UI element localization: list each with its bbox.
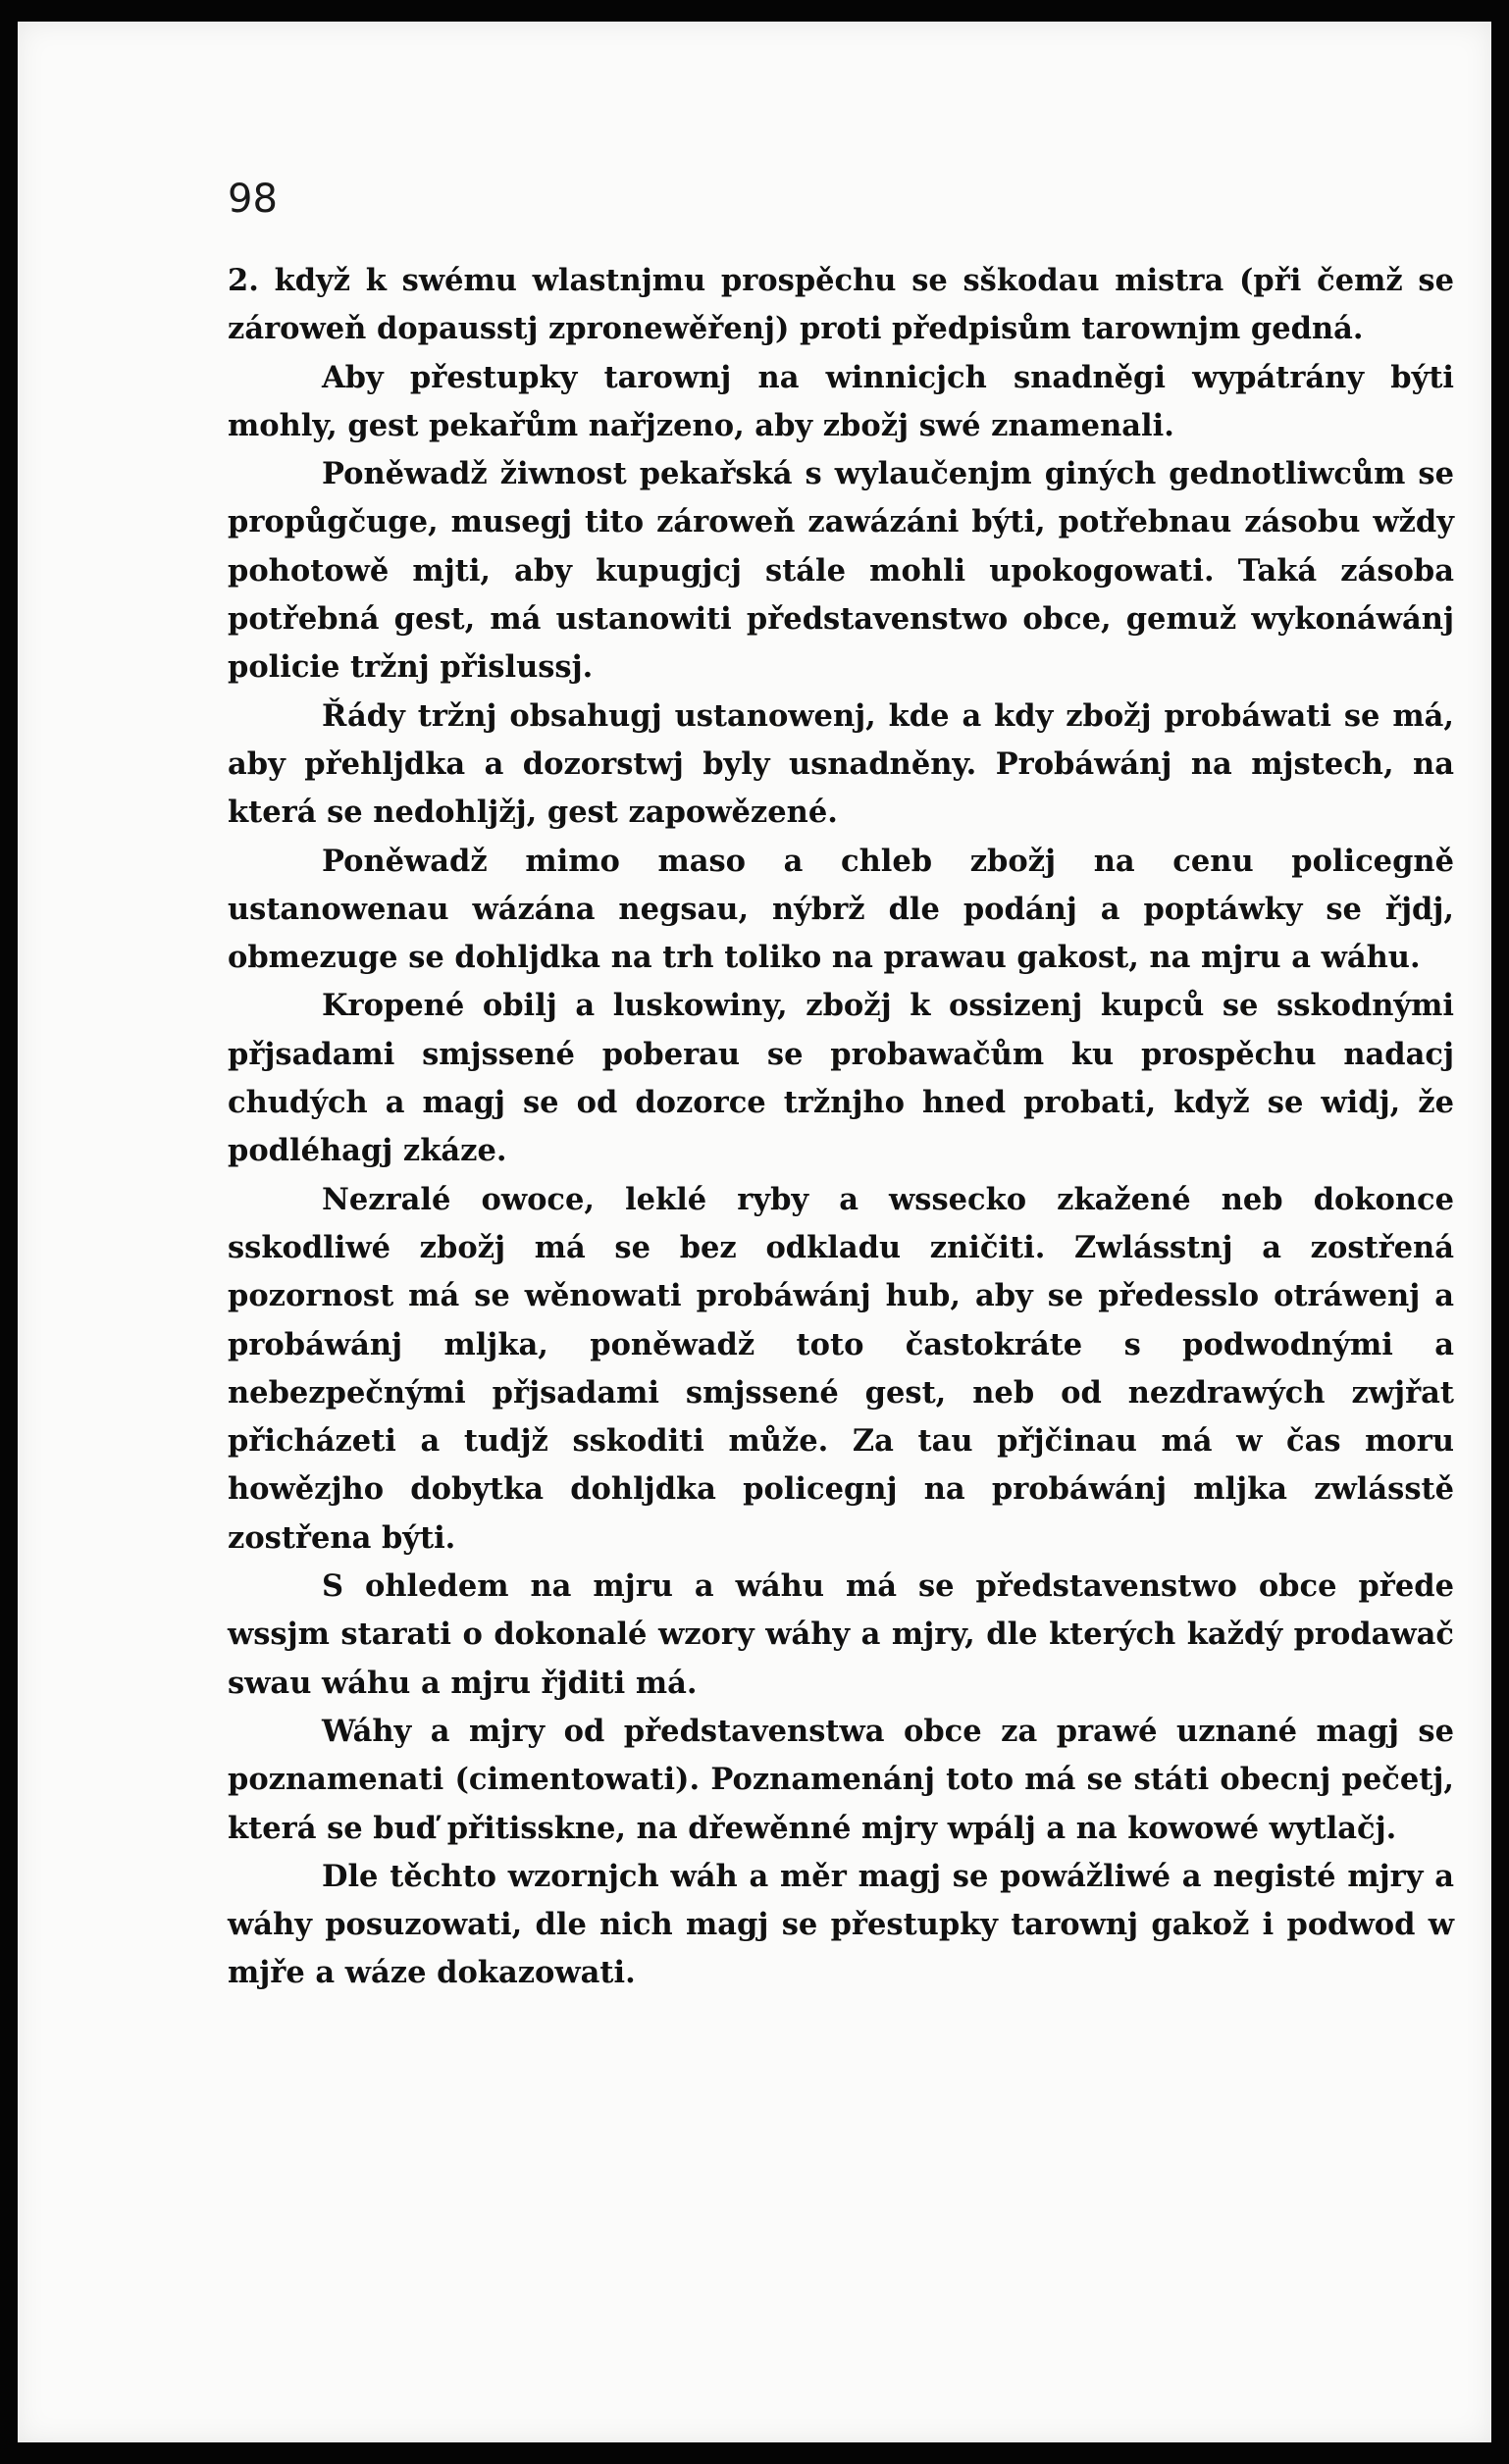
paragraph-8: S ohledem na mjru a wáhu má se představenstwo obce přede wssjm starati o dokonalé wzory wáhy a mjry, dle kterých každý prodawač swau wáhu a mjru řjditi má. bbox=[228, 1568, 1454, 1701]
paragraph-7: Nezralé owoce, leklé ryby a wsseckо zkažené neb dokonce sskodliwé zbožj má se bez odkladu zničiti. Zwlásstnj a zostřená pozornost má se wěnowati probáwánj hub, aby se předesslo otráwenj a probáwánj mljka, poněwadž toto častokráte s podwodnými a nebezpečnými přjsadami smjssené gest, neb od nezdrawých zwjřat přicházeti a tudjž sskoditi může. Za tau přjčinau má w čas moru howězjho dobytka dohljdka policegnj na probáwánj mljka zwlásstě zostřena býti. bbox=[228, 1181, 1454, 1556]
paragraph-4: Řády tržnj obsahugj ustanowenj, kde a kdy zbožj probáwati se má, aby přehljdka a dozorstwj byly usnadněny. Probáwánj na mjstech, na která se nedohljžj, gest zapowězené. bbox=[228, 697, 1454, 831]
paragraph-2: Aby přestupky tarownj na winnicjch snadněgi wypátrány býti mohly, gest pekařům nařjzeno, aby zbožj swé znamenali. bbox=[228, 359, 1454, 443]
paragraph-10: Dle těchto wzornjch wáh a měr magj se powážliwé a negisté mjry a wáhy posuzowati, dle nich magj se přestupky tarownj gakož i podwod w mjře a wáze dokazowati. bbox=[228, 1858, 1454, 1991]
page-number: 98 bbox=[228, 177, 278, 222]
paragraph-1: 2. když k swému wlastnjmu prospěchu se sškodau mistra (při čemž se zároweň dopausstj zpronewěřenj) proti předpisům tarownjm gedná. bbox=[228, 263, 1454, 347]
body-text bbox=[228, 257, 1454, 1998]
paragraph-6: Kropené obilj a luskowiny, zbožj k ossizenj kupců se sskodnými přjsadami smjssené poberau se probawačům ku prospěchu nadacj chudých a magj se od dozorce tržnjho hned probati, když se widj, že podléhagj zkáze. bbox=[228, 988, 1454, 1169]
paragraph-9: Wáhy a mjry od představenstwa obce za prawé uznané magj se poznamenati (cimentowati). Poznamenánj toto má se státi obecnj pečetj, která se buď přitisskne, na dřewěnné mjry wpálj a na kowowé wytlačj. bbox=[228, 1713, 1454, 1846]
paragraph-3: Poněwadž žiwnost pekařská s wylaučenjm giných gednotliwcům se propůgčuge, musegj tito zároweň zawázáni býti, potřebnau zásobu wždy pohotowě mjti, aby kupugjcj stále mohli upokogowati. Taká zásoba potřebná gest, má ustanowiti představenstwo obce, gemuž wykonáwánj policie tržnj přislussj. bbox=[228, 456, 1454, 686]
paragraph-5: Poněwadž mimo maso a chleb zbožj na cenu policegně ustanowenau wázána negsau, nýbrž dle podánj a poptáwky se řjdj, obmezuge se dohljdka na trh toliko na prawau gakost, na mjru a wáhu. bbox=[228, 843, 1454, 976]
